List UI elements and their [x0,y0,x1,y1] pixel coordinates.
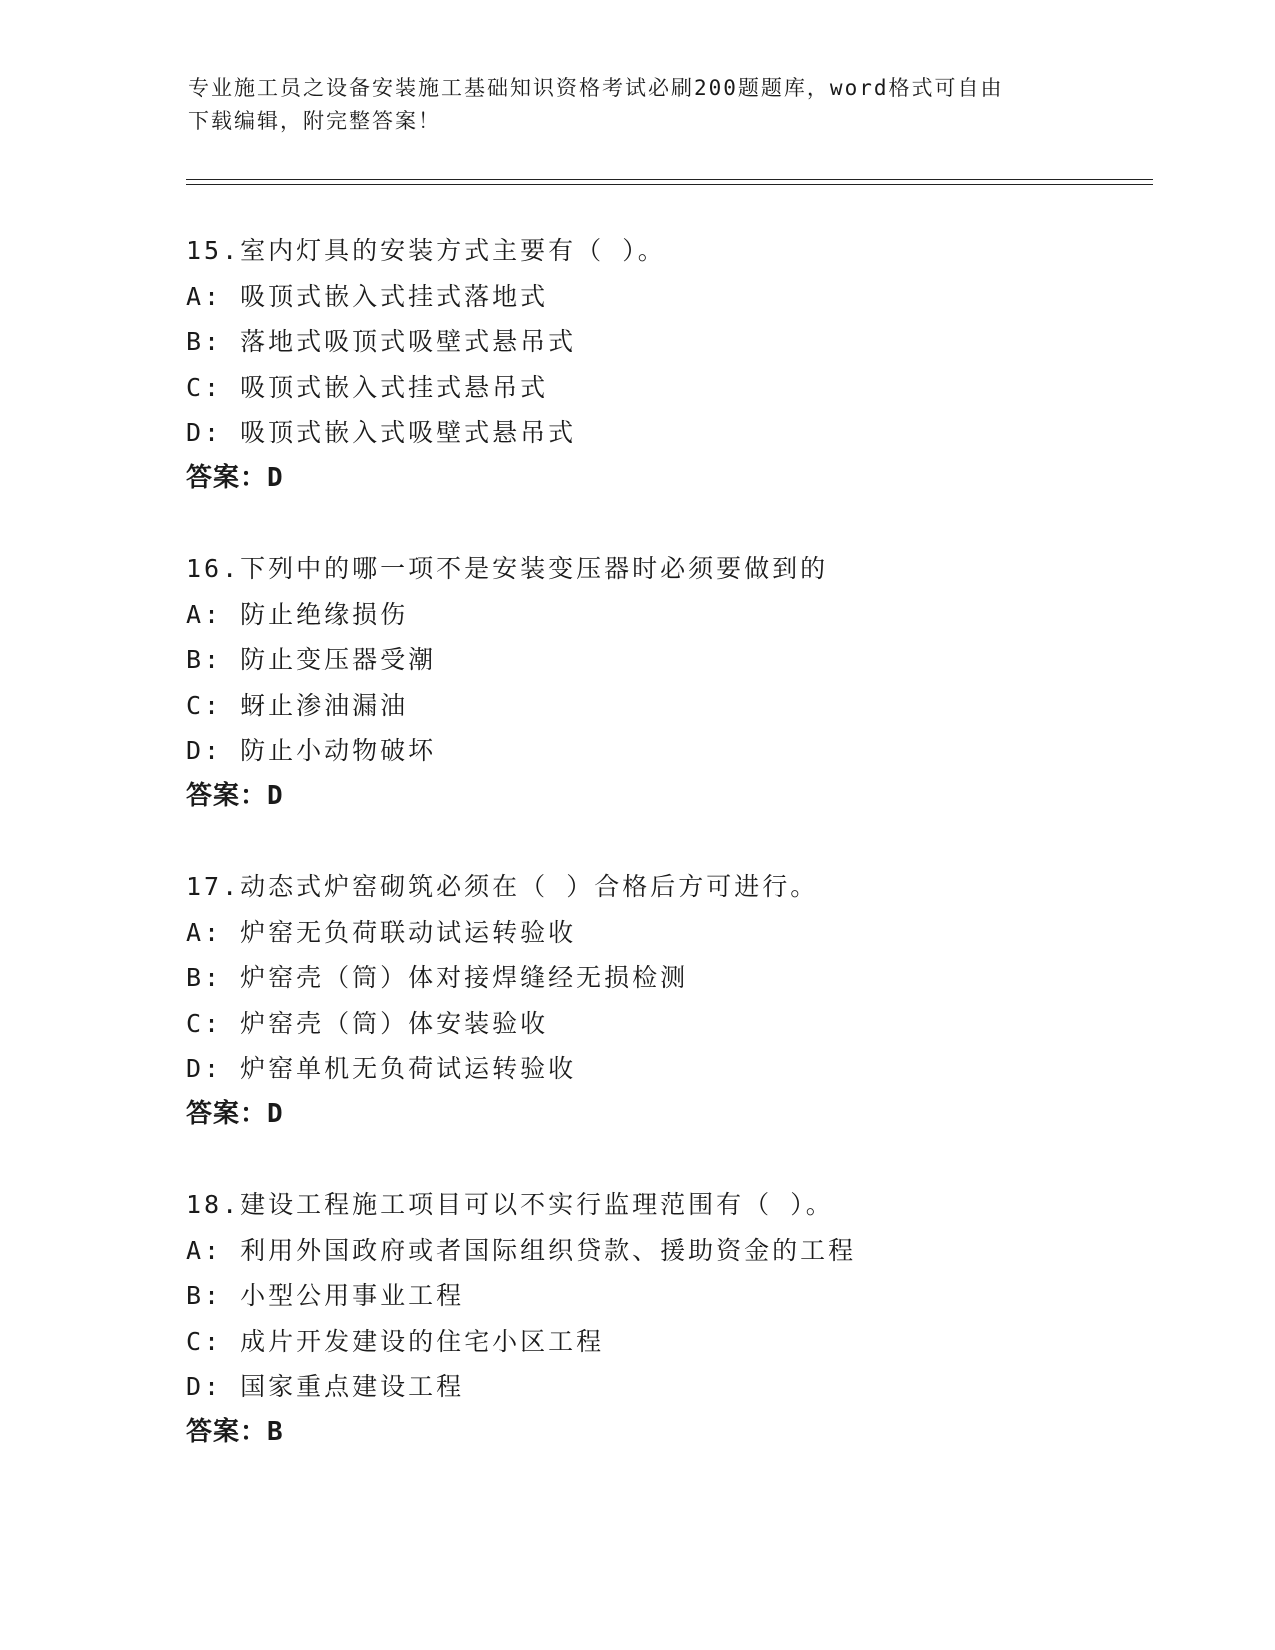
document-header [188,72,1068,138]
question-stem: 16.下列中的哪一项不是安装变压器时必须要做到的 [186,554,829,583]
question-stem: 15.室内灯具的安装方式主要有（ ）。 [186,236,666,265]
option-d: D: 国家重点建设工程 [186,1372,465,1401]
option-c: C: 吸顶式嵌入式挂式悬吊式 [186,372,549,402]
option-c: C: 炉窑壳（筒）体安装验收 [186,1008,549,1038]
option-d: D: 防止小动物破坏 [186,736,437,765]
answer: 答案：D [186,780,284,811]
answer: 答案：D [186,462,284,493]
header-divider-top [186,179,1153,180]
option-b: B: 防止变压器受潮 [186,645,437,674]
question-18 [186,1182,1146,1455]
header-line-1: 专业施工员之设备安装施工基础知识资格考试必刷200题题库，word格式可自由 [188,76,1004,100]
question-stem: 18.建设工程施工项目可以不实行监理范围有（ ）。 [186,1190,834,1219]
option-a: A: 吸顶式嵌入式挂式落地式 [186,281,549,311]
answer: 答案：D [186,1098,284,1129]
option-b: B: 小型公用事业工程 [186,1281,465,1310]
question-17 [186,864,1146,1137]
option-b: B: 炉窑壳（筒）体对接焊缝经无损检测 [186,963,689,992]
answer: 答案：B [186,1416,284,1447]
option-c: C: 成片开发建设的住宅小区工程 [186,1326,605,1356]
option-a: A: 炉窑无负荷联动试运转验收 [186,917,577,947]
question-stem: 17.动态式炉窑砌筑必须在（ ）合格后方可进行。 [186,872,819,901]
header-line-2: 下载编辑，附完整答案！ [188,109,441,133]
header-divider-bottom [186,184,1153,185]
question-16 [186,546,1146,819]
question-15 [186,228,1146,501]
option-b: B: 落地式吸顶式吸壁式悬吊式 [186,327,577,356]
option-a: A: 防止绝缘损伤 [186,599,409,629]
option-d: D: 吸顶式嵌入式吸壁式悬吊式 [186,418,577,447]
option-a: A: 利用外国政府或者国际组织贷款、援助资金的工程 [186,1235,857,1265]
option-d: D: 炉窑单机无负荷试运转验收 [186,1054,577,1083]
option-c: C: 蚜止渗油漏油 [186,690,409,720]
